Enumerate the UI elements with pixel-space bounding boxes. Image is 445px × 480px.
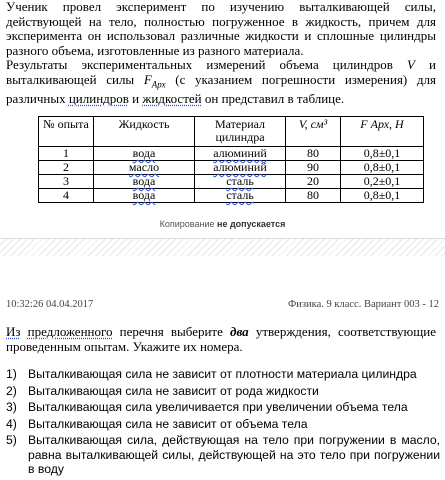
table-cell: 1 [39,147,94,161]
text-fragment: Результаты экспериментальных измерений объема цилиндров [6,57,393,73]
table-cell: 0,8±0,1 [341,189,424,203]
table-cell: 4 [39,189,94,203]
table-row [39,147,424,161]
text-fragment: и [132,91,140,107]
option-text: Выталкивающая сила не зависит от рода жидкости [28,383,319,398]
table-cell: алюминий [195,147,286,161]
option-text: Выталкивающая сила не зависит от плотности материала цилиндра [28,367,417,381]
copy-notice [0,219,445,229]
results-table [38,116,424,203]
text-fragment: Из [6,324,21,339]
text-fragment: и выталкивающей силы [6,57,436,87]
table-row [39,161,424,175]
option-text: Выталкивающая сила, действующая на тело при погружении в масло, равна выталкивающей силы, действующей на это тело при погружении в воду [28,433,440,476]
table-header-row [39,117,424,147]
answer-option [6,384,440,399]
text-fragment: утверждения, соответствующие проведенным опытам. Укажите их номера. [6,324,437,354]
table-cell: сталь [195,175,286,189]
table-cell: 90 [286,161,341,175]
table-cell: вода [94,189,195,203]
table-row [39,175,424,189]
copy-notice-prefix: Копирование [159,219,215,229]
underlined-word: предложенного [27,324,113,339]
answer-option [6,417,440,432]
header-volume: V, см³ [286,117,341,147]
copy-notice-strong: не допускается [217,219,286,229]
table-row [39,189,424,203]
table-cell: вода [94,175,195,189]
option-text: Выталкивающая сила увеличивается при увеличении объема тела [28,400,408,414]
header-experiment-number: № опыта [39,117,94,147]
table-cell: 20 [286,175,341,189]
answer-option [6,367,440,382]
header-liquid: Жидкость [94,117,195,147]
option-number: 2) [6,383,17,398]
timestamp: 10:32:26 04.04.2017 [6,299,94,310]
text-fragment: он представил в таблице. [204,91,345,107]
table-cell: вода [94,147,195,161]
page-break-separator [0,238,445,257]
table-cell: сталь [195,189,286,203]
table-cell: 2 [39,161,94,175]
table-cell: масло [94,161,195,175]
header-cylinder-material: Материал цилиндра [195,117,286,147]
emphasis-two: два [230,324,249,339]
underlined-word: жидкостей [142,91,202,107]
intro-paragraph-2 [6,58,436,106]
answer-options-list [6,367,440,479]
intro-paragraph-1: Ученик провел эксперимент по изучению выталкивающей силы, действующей на тело, полностью погруженное в жидкость, причем для эксперимента он использовал различные жидкости и сплошные цилиндры разного объема, изготовленные из разного материала. [6,0,436,58]
table-cell: 0,8±0,1 [341,161,424,175]
text-fragment: перечня выберите [119,324,223,339]
symbol-force: $F_{Арх}$ [143,71,166,90]
option-number: 3) [6,400,17,414]
table-cell: алюминий [195,161,286,175]
underlined-word: цилиндров [68,91,129,107]
option-number: 5) [6,433,17,447]
answer-option [6,400,440,415]
table-cell: 0,2±0,1 [341,175,424,189]
symbol-volume: V [406,57,415,73]
option-number: 4) [6,416,17,431]
table-cell: 0,8±0,1 [341,147,424,161]
variant-label: Физика. 9 класс. Вариант 003 - 12 [287,299,439,310]
answer-option [6,433,440,477]
text-fragment: (с указанием погрешности измерения) для различных [6,71,437,107]
question-text [6,324,436,354]
intro-text [6,0,436,107]
table-cell: 80 [286,189,341,203]
option-number: 1) [6,367,17,381]
table-cell: 3 [39,175,94,189]
header-force: F Арх, Н [341,117,424,147]
option-text: Выталкивающая сила не зависит от объема тела [28,416,308,431]
table-cell: 80 [286,147,341,161]
